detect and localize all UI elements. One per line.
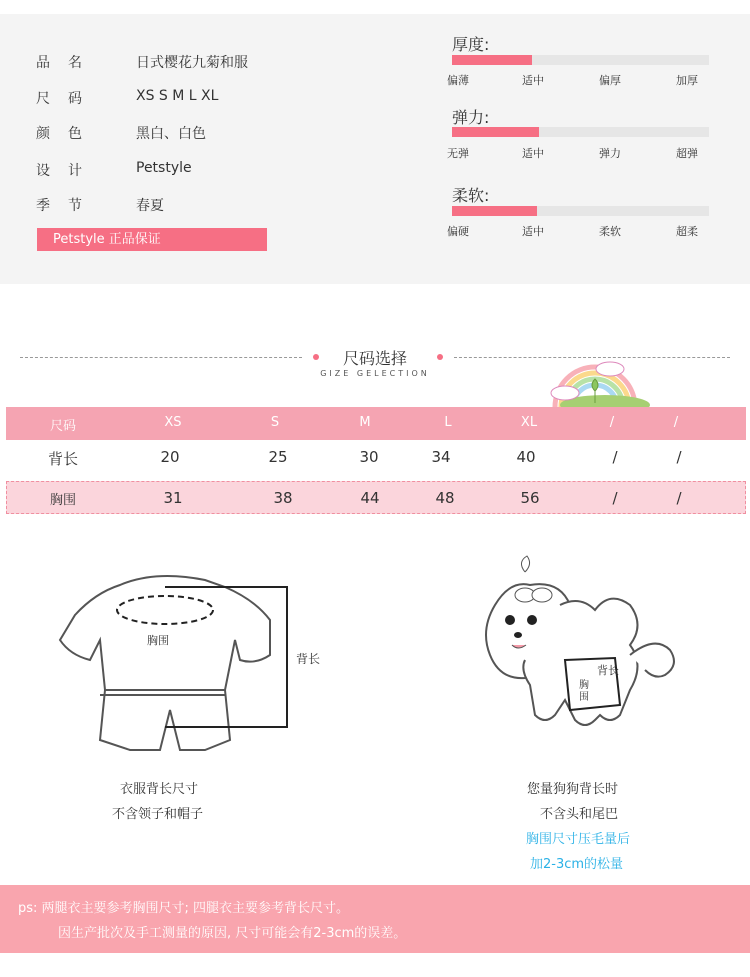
dog-caption-2: 不含头和尾巴 <box>540 807 619 822</box>
table-cell: 40 <box>516 448 536 466</box>
meter-label: 偏硬 <box>447 225 469 238</box>
table-header-cell: 尺码 <box>49 419 76 434</box>
info-label: 尺码 <box>36 91 100 107</box>
dog-note-1: 胸围尺寸压毛量后 <box>526 832 631 847</box>
section-subtitle: GIZE GELECTION <box>320 369 430 378</box>
table-cell: 56 <box>520 489 540 507</box>
info-value: 黑白、白色 <box>136 126 206 142</box>
meter-label: 无弹 <box>447 147 469 160</box>
table-cell: / <box>612 448 618 466</box>
table-header-cell: L <box>444 415 452 430</box>
info-value: Petstyle <box>136 160 192 176</box>
clothing-diagram-icon <box>55 565 335 765</box>
meter-track <box>452 127 709 137</box>
meter-label: 加厚 <box>676 74 698 87</box>
table-header-cell: / <box>673 415 679 430</box>
table-cell: / <box>676 489 682 507</box>
table-cell: 胸围 <box>49 493 76 508</box>
info-value: 日式樱花九菊和服 <box>136 55 248 71</box>
table-cell: 20 <box>160 448 180 466</box>
table-cell: 31 <box>163 489 183 507</box>
guarantee-badge: Petstyle 正品保证 <box>37 228 267 251</box>
meter-track <box>452 206 709 216</box>
meter-label: 适中 <box>522 225 544 238</box>
table-header-cell: M <box>359 415 371 430</box>
table-cell: 25 <box>268 448 288 466</box>
meter-label: 偏厚 <box>599 74 621 87</box>
footer-line-1: ps: 两腿衣主要参考胸围尺寸; 四腿衣主要参考背长尺寸。 <box>18 901 350 916</box>
table-cell: 44 <box>360 489 380 507</box>
cloth-caption-1: 衣服背长尺寸 <box>120 782 199 797</box>
footer-line-2: 因生产批次及手工测量的原因, 尺寸可能会有2-3cm的误差。 <box>58 926 407 941</box>
table-cell: 48 <box>435 489 455 507</box>
info-label: 设计 <box>36 163 100 179</box>
info-value: XS S M L XL <box>136 88 219 104</box>
meter-fill <box>452 127 539 137</box>
meter-label: 适中 <box>522 147 544 160</box>
info-label: 颜色 <box>36 126 100 142</box>
dog-caption-1: 您量狗狗背长时 <box>527 782 619 797</box>
meter-label: 柔软 <box>599 225 621 238</box>
meter-track <box>452 55 709 65</box>
meter-label: 适中 <box>522 74 544 87</box>
table-cell: 34 <box>431 448 451 466</box>
meter-label: 超弹 <box>676 147 698 160</box>
meter-label: 偏薄 <box>447 74 469 87</box>
table-cell: 38 <box>273 489 293 507</box>
meter-title: 弹力: <box>452 108 490 127</box>
table-cell: / <box>676 448 682 466</box>
info-label: 品名 <box>36 55 100 71</box>
section-title: 尺码选择 <box>342 349 407 368</box>
table-header-cell: XL <box>520 415 538 430</box>
cloth-caption-2: 不含领子和帽子 <box>112 807 204 822</box>
meter-label: 弹力 <box>599 147 621 160</box>
table-cell: 背长 <box>47 450 78 468</box>
dog-note-2: 加2-3cm的松量 <box>530 857 624 872</box>
rainbow-cloud-icon <box>535 355 655 410</box>
table-header-cell: / <box>609 415 615 430</box>
table-header-cell: S <box>270 415 280 430</box>
dog-chest-label: 胸围 <box>579 680 589 703</box>
dog-back-label: 背长 <box>597 664 619 677</box>
table-cell: 30 <box>359 448 379 466</box>
meter-label: 超柔 <box>676 225 698 238</box>
cloth-back-label: 背长 <box>296 652 321 666</box>
table-header-cell: XS <box>164 415 182 430</box>
info-label: 季节 <box>36 198 100 214</box>
meter-fill <box>452 206 537 216</box>
meter-title: 厚度: <box>452 35 490 54</box>
table-cell: / <box>612 489 618 507</box>
dog-diagram-icon <box>470 550 690 770</box>
footer-note <box>0 885 750 953</box>
meter-fill <box>452 55 532 65</box>
cloth-chest-label: 胸围 <box>147 634 169 647</box>
info-value: 春夏 <box>136 198 164 214</box>
meter-title: 柔软: <box>452 186 490 205</box>
